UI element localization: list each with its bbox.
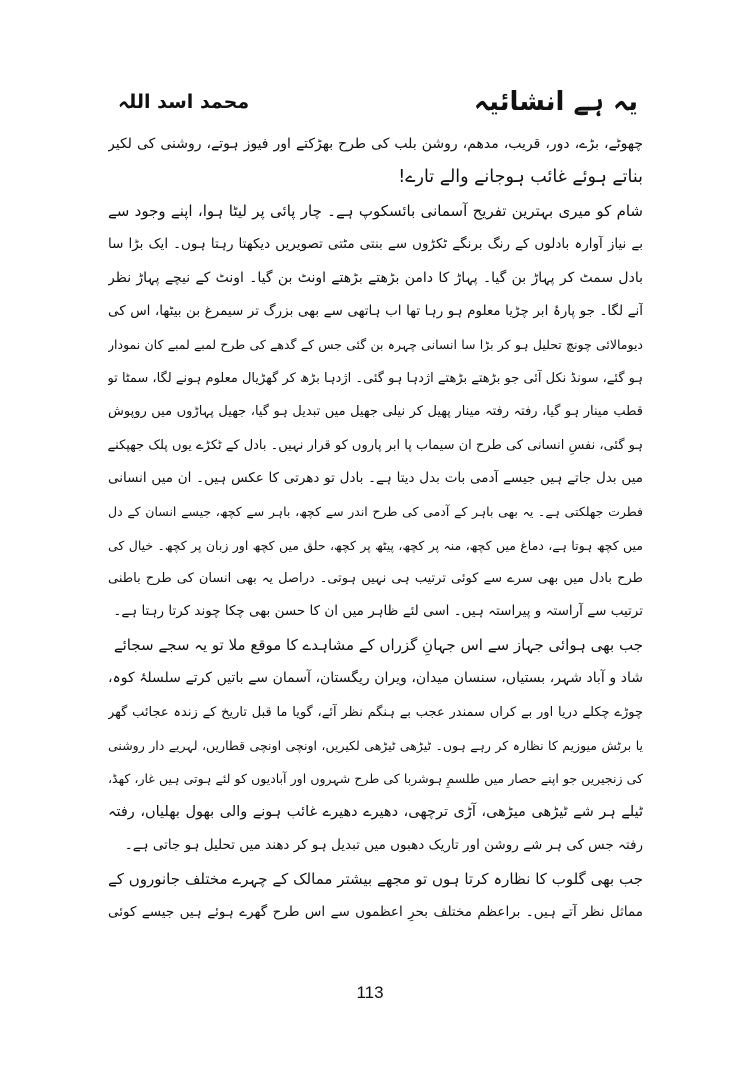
page-body — [108, 128, 643, 929]
text-line: رفتہ جس کی ہر شے روشن اور تاریک دھبوں میں تبدیل ہو کر دھند میں تحلیل ہو جاتی ہے۔ — [124, 837, 643, 854]
text-line: چھوٹے، بڑے، دور، قریب، مدھم، روشن بلب کی طرح بھڑکتے اور فیوز ہوتے، روشنی کی لکیر — [108, 136, 643, 152]
page-number: 113 — [356, 983, 384, 1002]
text-line: مماثل نظر آتے ہیں۔ براعظم مختلف بحرِ اعظموں سے اس طرح گھرے ہوئے ہیں جیسے کوئی — [108, 903, 643, 920]
text-line: فطرت جھلکتی ہے۔ یہ بھی باہر کے آدمی کی طرح اندر سے کچھ، باہر سے کچھ، جیسے انسان کے دل — [108, 504, 643, 520]
text-line: شام کو میری بہترین تفریح آسمانی بائسکوپ ہے۔ چار پائی پر لیٹا ہوا، اپنے وجود سے — [108, 201, 643, 220]
text-line: میں بدل جاتے ہیں جیسے آدمی بات بدل دیتا ہے۔ بادل تو دھرتی کا عکس ہیں۔ ان میں انسانی — [108, 469, 643, 486]
text-line: بے نیاز آوارہ بادلوں کے رنگ برنگے ٹکڑوں سے بنتی مٹتی تصویریں دیکھتا رہتا ہوں۔ ایک بڑا سا — [108, 236, 643, 253]
text-line: کی زنجیریں جو اپنے حصار میں طلسمِ ہوشربا کی طرح شہروں اور آبادیوں کو لئے ہوتی ہیں غار، کھڈ، — [108, 771, 643, 787]
text-line: شاد و آباد شہر، بستیاں، سنسان میدان، ویران ریگستان، آسمان سے باتیں کرتے سلسلۂ کوہ، — [108, 670, 643, 687]
text-line: یا برٹش میوزیم کا نظارہ کر رہے ہوں۔ ٹیڑھی ٹیڑھی لکیریں، اونچی اونچی قطاریں، لہریے دار روشنی — [108, 738, 643, 754]
text-line: بادل سمٹ کر پہاڑ بن گیا۔ پہاڑ کا دامن بڑھتے بڑھتے اونٹ بن گیا۔ اونٹ کے نیچے پہاڑ نظر — [108, 269, 643, 286]
text-line: چوڑے چکلے دریا اور بے کراں سمندر عجب بے ہنگم نظر آئے، گویا ما قبل تاریخ کے زندہ عجائب گھر — [108, 704, 643, 720]
author-name: محمد اسد اللہ — [118, 91, 250, 113]
text-line: طرح بادل میں بھی سرے سے کوئی ترتیب ہی نہیں ہوتی۔ دراصل یہ بھی انسان کی طرح باطنی — [108, 571, 643, 587]
page-header — [118, 84, 638, 120]
text-line: میں کچھ ہوتا ہے، دماغ میں کچھ، منہ پر کچھ، پیٹھ پر کچھ، حلق میں کچھ اور زبان پر کچھ۔ خیال کی — [108, 537, 643, 553]
text-line: آنے لگا۔ جو پارۂ ابر چڑیا معلوم ہو رہا تھا اب ہاتھی سے بھی بزرگ تر سیمرغ بن بیٹھا، اس کی — [108, 302, 643, 319]
text-line: دیومالائی چونچ تحلیل ہو کر بڑا سا انسانی چہرہ بن گئی جس کے گدھے کی طرح لمبے لمبے کان نمودار — [108, 337, 643, 353]
text-line: ٹیلے ہر شے ٹیڑھی میڑھی، آڑی ترچھی، دھیرے دھیرے غائب ہونے والی بھول بھلیاں، رفتہ — [108, 803, 643, 820]
text-line: ہو گئی، نفسِ انسانی کی طرح ان سیماب پا ابر پاروں کو قرار نہیں۔ بادل کے ٹکڑے یوں پلک جھپکنے — [108, 437, 643, 453]
text-line: جب بھی گلوب کا نظارہ کرتا ہوں تو مجھے بیشتر ممالک کے چہرے مختلف جانوروں کے — [108, 869, 643, 888]
text-line: ترتیب سے آراستہ و پیراستہ ہیں۔ اسی لئے ظاہر میں ان کا حسن بھی چکا چوند کرتا رہتا ہے۔ — [113, 603, 643, 620]
text-line: ہو گئے، سونڈ نکل آئی جو بڑھتے بڑھتے اژدہا ہو گئی۔ اژدہا بڑھ کر گھڑیال معلوم ہونے لگا، سمٹا تو — [108, 370, 643, 386]
text-line: جب بھی ہوائی جہاز سے اس جہانِ گزراں کے مشاہدے کا موقع ملا تو یہ سجے سجائے — [113, 635, 643, 654]
book-title: یہ ہے انشائیہ — [473, 87, 638, 117]
text-line: قطب مینار ہو گیا، رفتہ رفتہ مینار پھیل کر نیلی جھیل میں تبدیل ہو گیا، جھیل پہاڑوں میں روپوش — [108, 404, 643, 420]
text-line: بناتے ہوئے غائب ہوجانے والے تارے! — [398, 167, 643, 188]
